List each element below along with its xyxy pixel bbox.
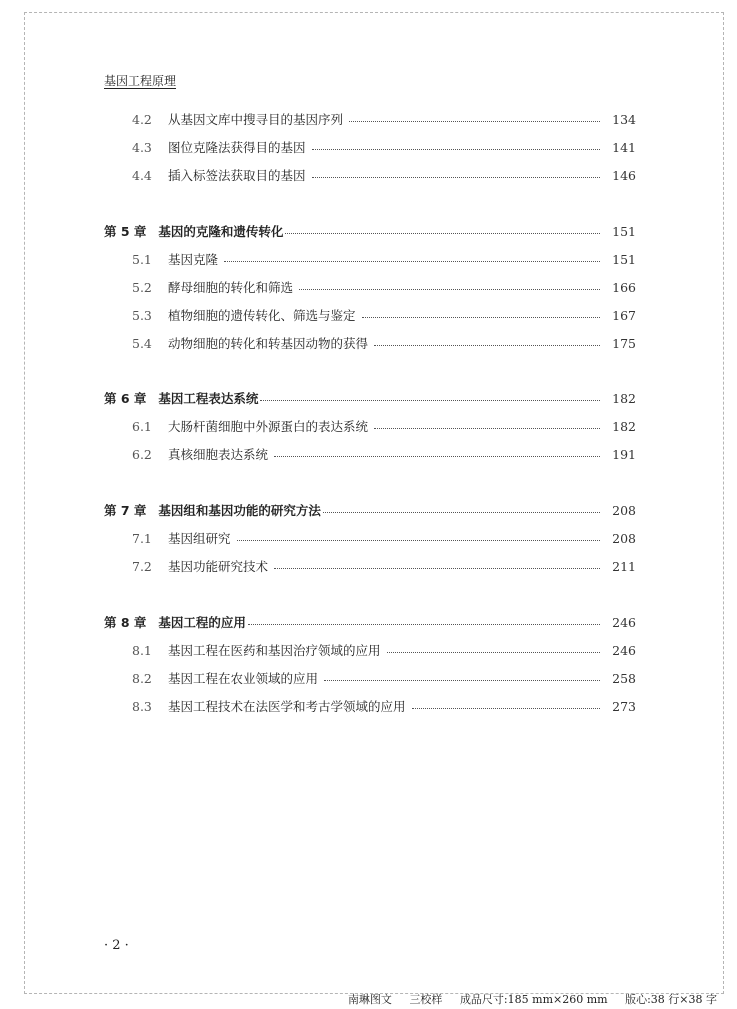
section-number: 6.2 <box>132 446 152 462</box>
chapter-title: 基因的克隆和遗传转化 <box>158 224 284 239</box>
dot-leader <box>237 540 600 541</box>
section-title: 插入标签法获取目的基因 <box>168 168 306 183</box>
section-title: 基因组研究 <box>168 531 231 546</box>
toc-entry-8-2[interactable] <box>104 668 636 688</box>
page-number: 167 <box>612 307 636 323</box>
dot-leader <box>323 512 600 513</box>
toc-entry-5-1[interactable] <box>104 249 636 269</box>
section-title: 基因克隆 <box>168 252 219 267</box>
page-number: 134 <box>612 111 636 127</box>
dot-leader <box>299 289 600 290</box>
imprint-type-area: 版心:38 行×38 字 <box>625 993 717 1006</box>
section-number: 7.1 <box>132 530 152 546</box>
dot-leader <box>374 345 600 346</box>
section-number: 4.3 <box>132 139 152 155</box>
dot-leader <box>274 568 600 569</box>
page-number: 191 <box>612 446 636 462</box>
imprint-proof: 三校样 <box>409 993 443 1006</box>
section-number: 5.4 <box>132 335 152 351</box>
section-number: 8.2 <box>132 670 152 686</box>
page-number: 166 <box>612 279 636 295</box>
toc-entry-8-3[interactable] <box>104 696 636 716</box>
toc-entry-5-4[interactable] <box>104 333 636 353</box>
section-title: 基因工程在医药和基因治疗领域的应用 <box>168 643 381 658</box>
imprint-size: 成品尺寸:185 mm×260 mm <box>459 993 608 1006</box>
toc-chapter-5[interactable] <box>104 221 636 241</box>
section-number: 4.2 <box>132 111 152 127</box>
toc-entry-4-4[interactable] <box>104 165 636 185</box>
section-number: 5.2 <box>132 279 152 295</box>
dot-leader <box>248 624 600 625</box>
page-number: 258 <box>612 670 636 686</box>
section-number: 8.3 <box>132 698 152 714</box>
toc-chapter-6[interactable] <box>104 388 636 408</box>
chapter-title: 基因组和基因功能的研究方法 <box>158 503 321 518</box>
page-number: 151 <box>612 251 636 267</box>
dot-leader <box>224 261 600 262</box>
page-number: 151 <box>612 223 636 239</box>
printer-imprint <box>334 991 717 1007</box>
dot-leader <box>362 317 600 318</box>
toc-chapter-7[interactable] <box>104 500 636 520</box>
section-title: 从基因文库中搜寻目的基因序列 <box>168 112 344 127</box>
section-title: 基因工程技术在法医学和考古学领域的应用 <box>168 699 406 714</box>
dot-leader <box>274 456 600 457</box>
dot-leader <box>312 177 600 178</box>
imprint-publisher: 南琳图文 <box>347 993 392 1006</box>
dot-leader <box>324 680 600 681</box>
dot-leader <box>349 121 600 122</box>
dot-leader <box>374 428 600 429</box>
section-number: 7.2 <box>132 558 152 574</box>
section-title: 酵母细胞的转化和筛选 <box>168 280 294 295</box>
chapter-label: 第 7 章 <box>104 503 147 518</box>
page-number: 175 <box>612 335 636 351</box>
page-number: 208 <box>612 530 636 546</box>
section-title: 图位克隆法获得目的基因 <box>168 140 306 155</box>
section-number: 6.1 <box>132 418 152 434</box>
page-number: 182 <box>612 390 636 406</box>
section-title: 植物细胞的遗传转化、筛选与鉴定 <box>168 308 356 323</box>
dot-leader <box>412 708 600 709</box>
section-number: 4.4 <box>132 167 152 183</box>
chapter-title: 基因工程的应用 <box>158 615 246 630</box>
toc-entry-4-2[interactable] <box>104 109 636 129</box>
section-number: 5.1 <box>132 251 152 267</box>
page-number: 246 <box>612 614 636 630</box>
chapter-label: 第 8 章 <box>104 615 147 630</box>
page-number: 273 <box>612 698 636 714</box>
section-number: 5.3 <box>132 307 152 323</box>
dot-leader <box>387 652 600 653</box>
chapter-label: 第 5 章 <box>104 224 147 239</box>
section-title: 基因功能研究技术 <box>168 559 269 574</box>
dot-leader <box>312 149 600 150</box>
page-number: 182 <box>612 418 636 434</box>
toc-entry-8-1[interactable] <box>104 640 636 660</box>
page-number: 246 <box>612 642 636 658</box>
chapter-title: 基因工程表达系统 <box>158 391 259 406</box>
toc-chapter-8[interactable] <box>104 612 636 632</box>
toc-entry-7-1[interactable] <box>104 528 636 548</box>
section-title: 动物细胞的转化和转基因动物的获得 <box>168 336 369 351</box>
page-folio: · 2 · <box>104 938 129 953</box>
dot-leader <box>285 233 600 234</box>
toc-entry-7-2[interactable] <box>104 556 636 576</box>
section-title: 真核细胞表达系统 <box>168 447 269 462</box>
toc-entry-5-3[interactable] <box>104 305 636 325</box>
section-number: 8.1 <box>132 642 152 658</box>
dot-leader <box>260 400 600 401</box>
toc-entry-4-3[interactable] <box>104 137 636 157</box>
toc-entry-6-1[interactable] <box>104 416 636 436</box>
page-number: 141 <box>612 139 636 155</box>
section-title: 基因工程在农业领域的应用 <box>168 671 319 686</box>
page-number: 211 <box>612 558 636 574</box>
section-title: 大肠杆菌细胞中外源蛋白的表达系统 <box>168 419 369 434</box>
page-number: 146 <box>612 167 636 183</box>
toc-entry-6-2[interactable] <box>104 444 636 464</box>
toc-entry-5-2[interactable] <box>104 277 636 297</box>
page-number: 208 <box>612 502 636 518</box>
running-head: 基因工程原理 <box>104 74 177 88</box>
chapter-label: 第 6 章 <box>104 391 147 406</box>
